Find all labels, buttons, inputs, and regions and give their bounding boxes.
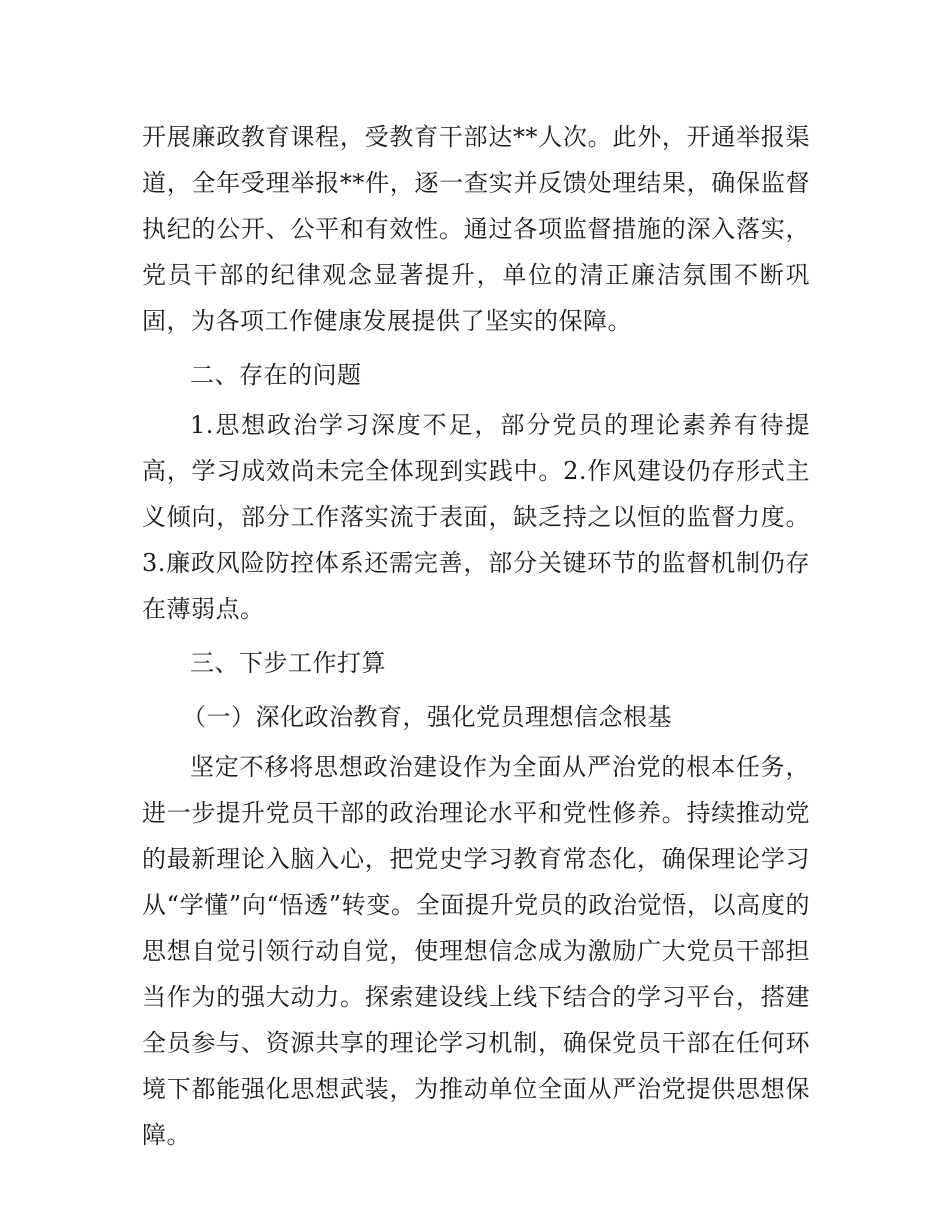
subsection-heading-political-education: （一）深化政治教育，强化党员理想信念根基 [182,703,672,731]
section-heading-problems: 二、存在的问题 [190,361,362,389]
document-body [142,114,810,1158]
section-heading-next-steps: 三、下步工作打算 [190,649,386,677]
paragraph-supervision-results: 开展廉政教育课程，受教育干部达**人次。此外，开通举报渠道，全年受理举报**件，逐一查实并反馈处理结果，确保监督执纪的公开、公平和有效性。通过各项监督措施的深入落实，党员干部的纪律观念显著提升，单位的清正廉洁氛围不断巩固，为各项工作健康发展提供了坚实的保障。 [142,123,810,335]
paragraph-problems-list: 1.思想政治学习深度不足，部分党员的理论素养有待提高，学习成效尚未完全体现到实践中。2.作风建设仍存形式主义倾向，部分工作落实流于表面，缺乏持之以恒的监督力度。3.廉政风险防控体系还需完善，部分关键环节的监督机制仍存在薄弱点。 [142,411,810,623]
paragraph-political-education: 坚定不移将思想政治建设作为全面从严治党的根本任务，进一步提升党员干部的政治理论水平和党性修养。持续推动党的最新理论入脑入心，把党史学习教育常态化，确保理论学习从“学懂”向“悟透”转变。全面提升党员的政治觉悟，以高度的思想自觉引领行动自觉，使理想信念成为激励广大党员干部担当作为的强大动力。探索建设线上线下结合的学习平台，搭建全员参与、资源共享的理论学习机制，确保党员干部在任何环境下都能强化思想武装，为推动单位全面从严治党提供思想保障。 [142,753,810,1149]
